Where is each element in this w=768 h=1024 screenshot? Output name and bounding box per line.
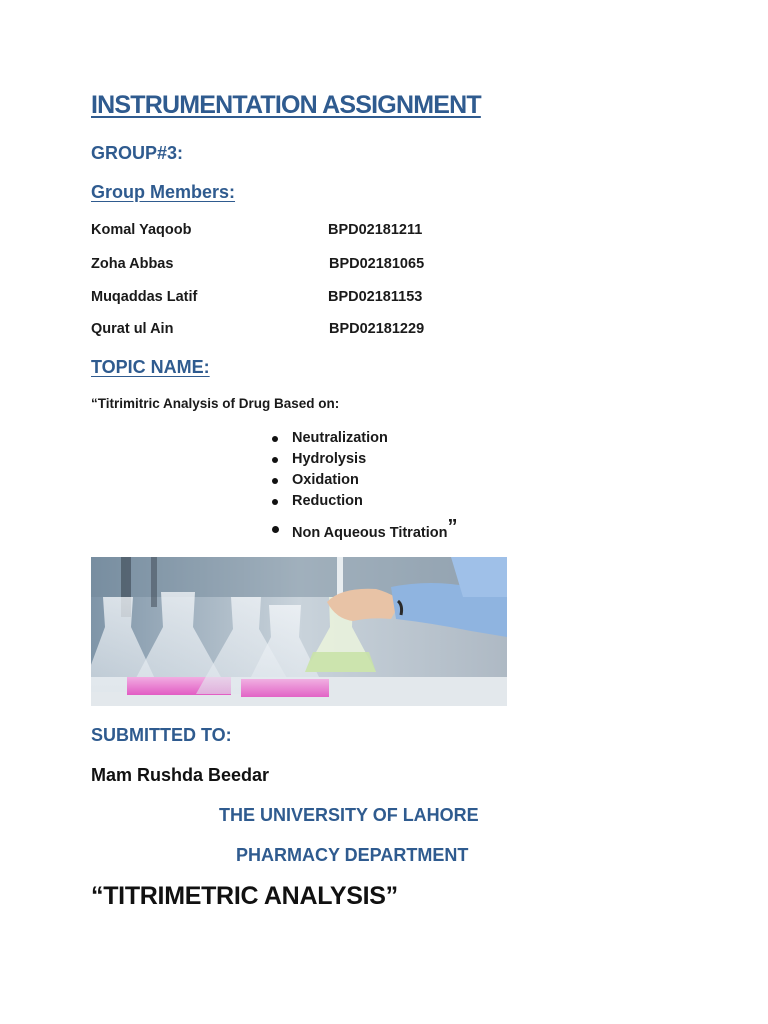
member-row: [91, 256, 511, 276]
member-name: Muqaddas Latif: [91, 289, 198, 305]
member-id: BPD02181065: [329, 256, 425, 272]
group-members-heading: Group Members:: [91, 182, 236, 202]
member-id: BPD02181153: [328, 289, 423, 305]
member-id: BPD02181229: [329, 321, 425, 337]
group-number: GROUP#3:: [91, 143, 184, 163]
assignment-title: “TITRIMETRIC ANALYSIS”: [91, 882, 398, 910]
list-item-label: Hydrolysis: [292, 451, 367, 467]
list-item: [270, 451, 457, 472]
bullet-icon: [272, 457, 278, 463]
bullet-icon: [272, 436, 278, 442]
photo-illustration: [91, 557, 507, 706]
member-name: Qurat ul Ain: [91, 321, 174, 337]
list-item-label: Non Aqueous Titration: [292, 525, 448, 541]
closing-quote: ”: [447, 516, 458, 538]
list-item: [270, 493, 457, 514]
list-item-label: Oxidation: [292, 472, 359, 488]
list-item-label: Neutralization: [292, 430, 388, 446]
member-name: Zoha Abbas: [91, 256, 174, 272]
member-name: Komal Yaqoob: [91, 222, 192, 238]
list-item: [270, 472, 457, 493]
document-title: INSTRUMENTATION ASSIGNMENT: [91, 91, 481, 119]
bullet-icon: [272, 478, 278, 484]
bullet-icon: [272, 526, 279, 533]
member-row: [91, 222, 511, 242]
topic-heading: TOPIC NAME:: [91, 357, 210, 377]
laboratory-titration-photo: [91, 557, 507, 706]
topic-list: [270, 430, 457, 541]
bullet-icon: [272, 499, 278, 505]
member-id: BPD02181211: [328, 222, 423, 238]
submitted-to-heading: SUBMITTED TO:: [91, 725, 232, 745]
list-item: [270, 430, 457, 451]
submitted-to-name: Mam Rushda Beedar: [91, 765, 270, 785]
list-item-label: Reduction: [292, 493, 363, 509]
member-row: [91, 321, 511, 341]
list-item: [270, 516, 458, 541]
topic-line: “Titrimitric Analysis of Drug Based on:: [91, 396, 340, 411]
department-name: PHARMACY DEPARTMENT: [236, 845, 469, 865]
member-row: [91, 289, 511, 309]
university-name: THE UNIVERSITY OF LAHORE: [219, 805, 479, 825]
